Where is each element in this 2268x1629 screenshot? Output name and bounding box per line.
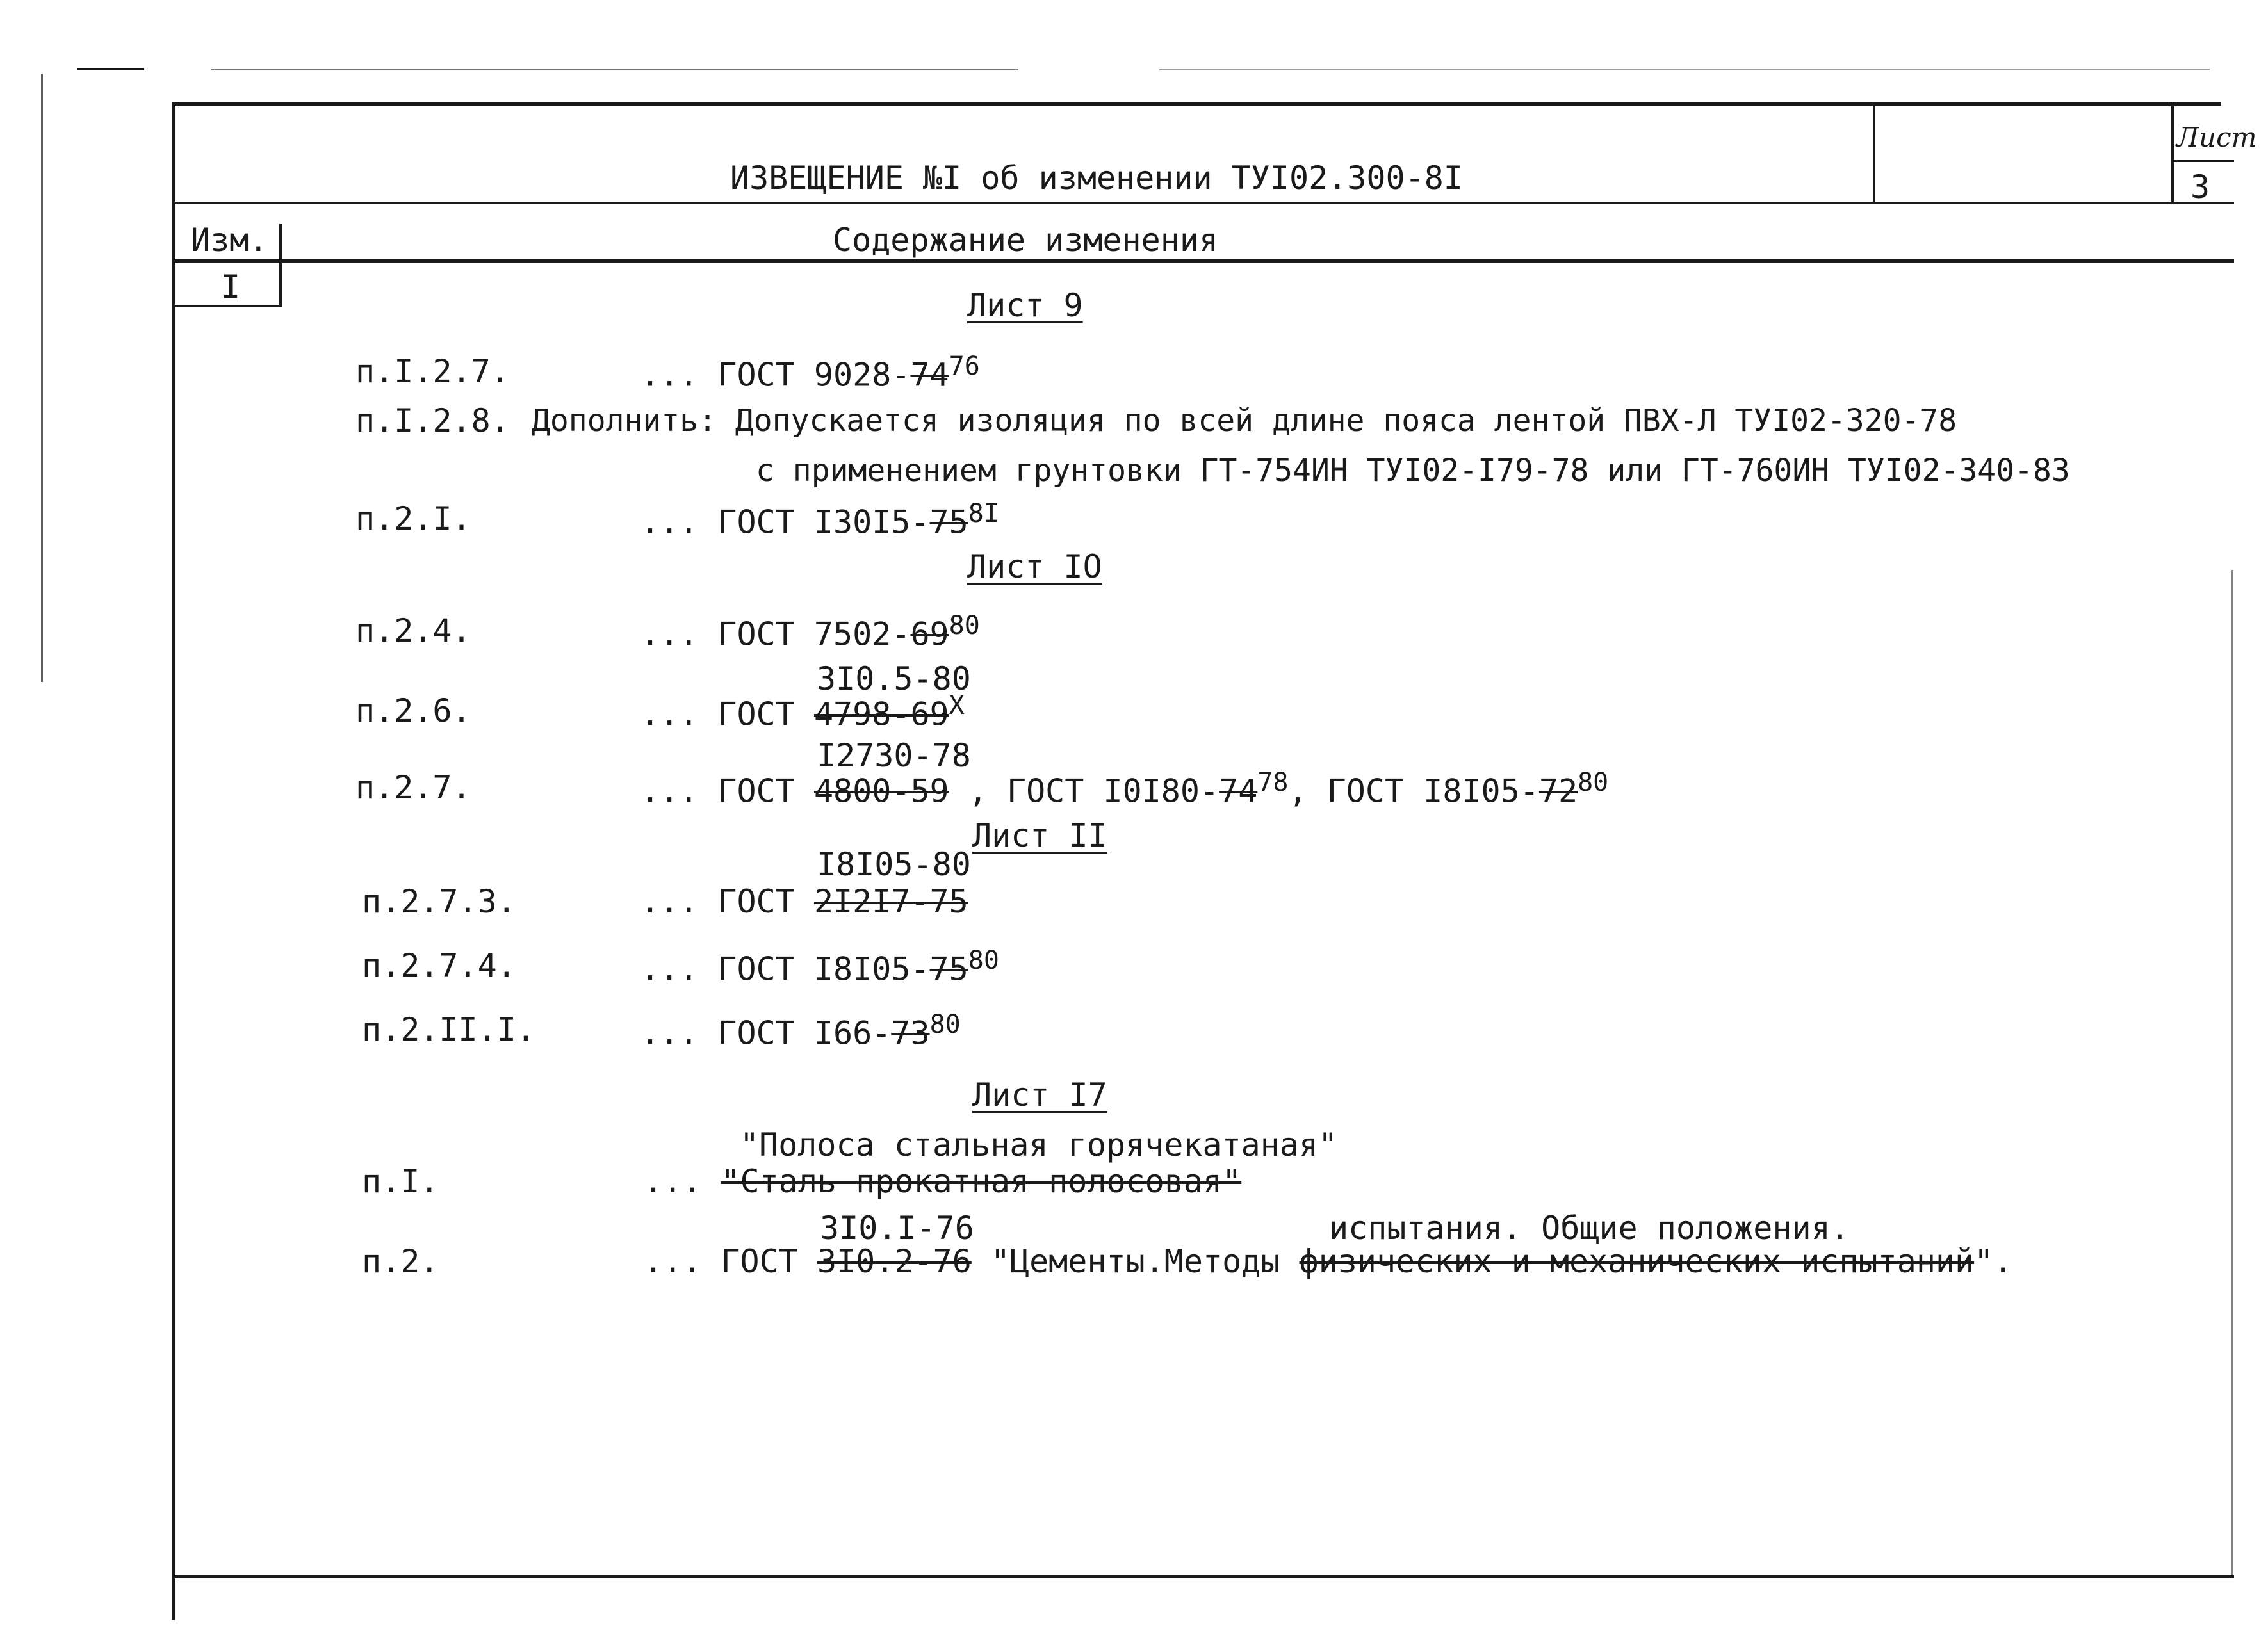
gost-text: ... ГОСТ I30I5- xyxy=(640,503,930,541)
gost-text-3: , ГОСТ I8I05- xyxy=(1288,772,1539,810)
struck-gost: 3I0.2-76 xyxy=(817,1243,972,1280)
struck-gost-mark: X xyxy=(949,691,965,720)
gost-title: "Цементы.Методы xyxy=(990,1243,1280,1280)
struck-year: 69 xyxy=(910,615,949,653)
struck-year: 73 xyxy=(891,1014,930,1052)
struck-text: "Сталь прокатная полосовая" xyxy=(721,1163,1242,1200)
clause-number: п.2. xyxy=(362,1243,439,1280)
new-gost-above: 3I0.5-80 xyxy=(817,660,971,697)
struck-year-3: 72 xyxy=(1538,772,1578,810)
frame-top-border xyxy=(172,102,2221,106)
section-sheet-11: Лист II xyxy=(972,817,1107,854)
gost-reference xyxy=(644,1242,2012,1281)
new-year: 76 xyxy=(949,352,980,381)
struck-title: физических и механических испытаний xyxy=(1299,1243,1975,1280)
clause-number: п.2.7. xyxy=(355,769,471,806)
section-sheet-9: Лист 9 xyxy=(967,287,1083,324)
new-gost-above: 3I0.I-76 xyxy=(820,1210,974,1247)
clause-number: п.2.6. xyxy=(355,692,471,729)
new-year-3: 80 xyxy=(1578,768,1609,797)
clause-number: п.2.7.3. xyxy=(362,883,516,920)
frame-left-border xyxy=(172,102,175,1620)
new-year: 8I xyxy=(968,499,999,528)
sheet-label: Лист xyxy=(2176,122,2257,153)
gost-text: ... ГОСТ 9028- xyxy=(640,356,911,394)
gost-text: ... ГОСТ xyxy=(640,883,795,920)
new-gost-above: I8I05-80 xyxy=(817,846,971,883)
gost-text: ... ГОСТ 7502- xyxy=(640,615,911,653)
sheet-number: 3 xyxy=(2190,168,2210,206)
header-divider-1 xyxy=(1873,106,1875,202)
header-divider-2 xyxy=(2171,106,2174,202)
izm-cell-right xyxy=(279,224,282,307)
gost-reference xyxy=(640,1010,961,1053)
clause-number: п.I. xyxy=(362,1163,439,1200)
gost-reference xyxy=(640,499,999,542)
struck-year: 75 xyxy=(929,950,968,988)
addition-text: Дополнить: Допускается изоляция по всей длине пояса лентой ПВХ-Л ТУI02-320-78 xyxy=(532,403,1957,439)
clause-number: п.2.I. xyxy=(355,500,471,537)
section-sheet-17: Лист I7 xyxy=(972,1076,1107,1114)
gost-text: ... ГОСТ I66- xyxy=(640,1014,892,1052)
sheet-box-line xyxy=(2174,160,2234,162)
left-margin-mark xyxy=(41,74,43,682)
gost-reference xyxy=(640,352,980,394)
clause-number: п.2.7.4. xyxy=(362,947,516,984)
gost-reference xyxy=(640,692,965,734)
clause-number: п.I.2.7. xyxy=(355,353,510,390)
struck-year: 75 xyxy=(929,503,968,541)
new-year-2: 78 xyxy=(1257,768,1289,797)
gost-reference xyxy=(640,768,1608,811)
column-header-line xyxy=(172,259,2234,263)
top-dash-line-left xyxy=(77,68,144,70)
gost-text: ... ГОСТ xyxy=(640,695,795,733)
header-bottom-line xyxy=(172,202,2234,204)
gost-text-2: , ГОСТ I0I80- xyxy=(968,772,1220,810)
clause-number: п.2.II.I. xyxy=(362,1011,535,1048)
ellipsis: ... xyxy=(644,1163,702,1200)
struck-gost: 4798-69 xyxy=(813,695,949,733)
struck-year: 74 xyxy=(910,356,949,394)
new-year: 80 xyxy=(949,611,980,640)
new-text-above-2: испытания. Общие положения. xyxy=(1329,1210,1850,1247)
text-reference xyxy=(644,1162,1241,1201)
frame-bottom-border xyxy=(172,1575,2234,1578)
clause-number: п.I.2.8. xyxy=(355,402,510,439)
struck-gost: 4800-59 xyxy=(813,772,949,810)
clause-number: п.2.4. xyxy=(355,612,471,649)
addition-text-cont: с применением грунтовки ГТ-754ИН ТУI02-I79-78 или ГТ-760ИН ТУI02-340-83 xyxy=(756,453,2070,489)
content-column-header: Содержание изменения xyxy=(833,222,1219,259)
top-dash-line-right xyxy=(1159,69,2210,70)
new-year: 80 xyxy=(929,1010,961,1039)
gost-reference xyxy=(640,946,999,989)
new-year: 80 xyxy=(968,946,999,975)
frame-right-border xyxy=(2231,570,2233,1575)
gost-reference xyxy=(640,612,980,654)
izm-column-header: Изм. xyxy=(191,222,268,259)
closing-quote: ". xyxy=(1974,1243,2013,1280)
new-text-above: "Полоса стальная горячекатаная" xyxy=(740,1126,1338,1163)
notice-title: ИЗВЕЩЕНИЕ №I об изменении ТУI02.300-8I xyxy=(730,159,1463,197)
gost-text: ... ГОСТ xyxy=(640,772,795,810)
top-dash-line xyxy=(211,69,1018,70)
gost-text: ... ГОСТ xyxy=(644,1243,798,1280)
izm-value: I xyxy=(221,268,241,305)
new-gost-above: I2730-78 xyxy=(817,737,971,774)
gost-text: ... ГОСТ I8I05- xyxy=(640,950,930,988)
gost-reference xyxy=(640,882,968,921)
struck-year-2: 74 xyxy=(1219,772,1258,810)
section-sheet-10: Лист IO xyxy=(967,548,1102,585)
struck-gost: 2I2I7-75 xyxy=(813,883,968,920)
